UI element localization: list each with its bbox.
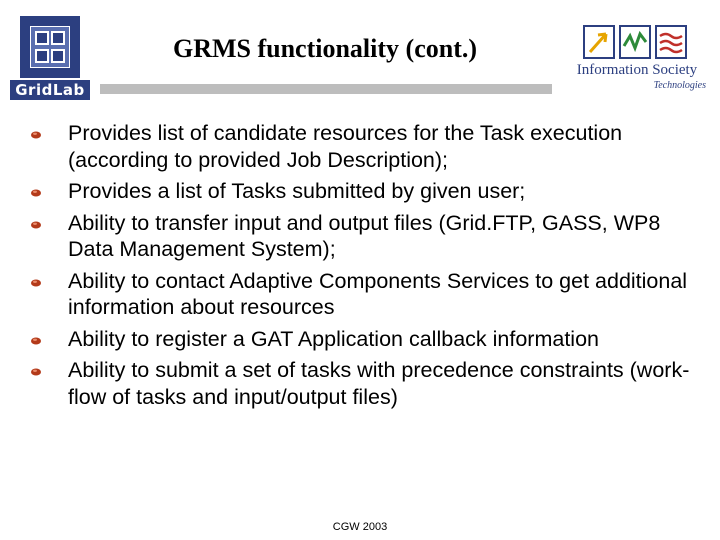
gridlab-logo-icon [20, 16, 80, 78]
bullet-point-icon [30, 218, 42, 230]
bullet-list [30, 120, 710, 415]
bullet-text: Ability to contact Adaptive Components Services to get additional information about resources [68, 268, 688, 319]
gridlab-logo-text: GridLab [10, 80, 90, 100]
slide-footer: CGW 2003 [332, 521, 388, 533]
bullet-point-icon [30, 334, 42, 346]
ist-logo-text-main: Information Society [576, 62, 698, 78]
gridlab-logo [10, 8, 90, 100]
bullet-text: Ability to register a GAT Application callback information [68, 326, 599, 351]
bullet-item [30, 210, 710, 263]
bullet-point-icon [30, 186, 42, 198]
bullet-item [30, 268, 710, 321]
bullet-text: Provides list of candidate resources for the Task execution (according to provided Job Description); [68, 121, 623, 172]
title-divider [100, 84, 552, 94]
bullet-text: Provides a list of Tasks submitted by given user; [68, 179, 526, 203]
bullet-item [30, 178, 710, 205]
ist-logo-text-sub: Technologies [653, 80, 706, 91]
bullet-text: Ability to submit a set of tasks with precedence constraints (work-flow of tasks and input/output files) [68, 358, 690, 409]
slide-title: GRMS functionality (cont.) [172, 34, 478, 63]
information-society-logo-icon [582, 22, 694, 62]
bullet-text: Ability to transfer input and output files (Grid.FTP, GASS, WP8 Data Management System); [68, 210, 661, 261]
bullet-point-icon [30, 276, 42, 288]
information-society-logo [562, 14, 716, 94]
bullet-point-icon [30, 365, 42, 377]
bullet-item [30, 326, 710, 353]
bullet-item [30, 357, 710, 410]
bullet-point-icon [30, 128, 42, 140]
bullet-item [30, 120, 710, 173]
